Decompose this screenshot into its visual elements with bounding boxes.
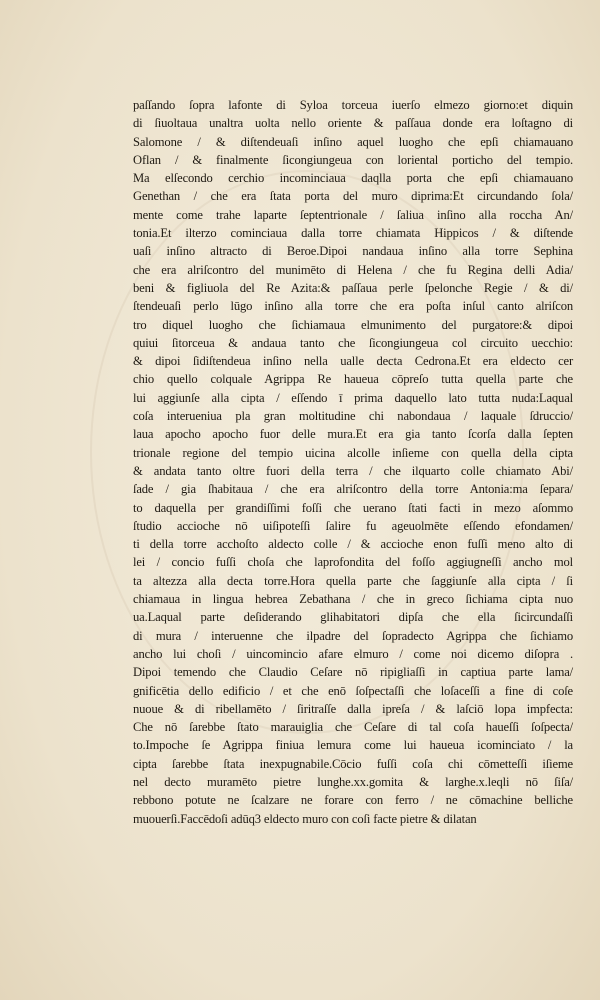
text-line: Oflan / & finalmente ſicongiungeua con loriental porticho del tempio.	[133, 152, 573, 167]
text-line: trionale regione del tempio uicina alcolle inſieme con quella della cipta	[133, 445, 573, 460]
text-line: cipta ſarebbe ſtata inexpugnabile.Cōcio fuſſi coſa chi cōmetteſſi iſieme	[133, 756, 573, 771]
text-line: lui aggiunſe alla cipta / eſſendo ī prima daquello lato tutta nuda:Laqual	[133, 390, 573, 405]
text-line: di mura / interuenne che ilpadre del ſopradecto Agrippa che ſichiamo	[133, 628, 573, 643]
text-line: ta altezza alla decta torre.Hora quella parte che ſaggiunſe alla cipta / ſi	[133, 573, 573, 588]
text-line: laua apocho apocho fuor delle mura.Et era gia tanto ſcorſa dalla ſepten	[133, 427, 573, 442]
text-line: tro diquel luogho che ſichiamaua elmunimento del purgatore:& dipoi	[133, 317, 573, 332]
text-line: chio quello colquale Agrippa Re haueua cōpreſo tutta quella parte che	[133, 372, 573, 387]
text-line: lei / concio fuſſi choſa che laprofondita del foſſo aggiugneſſi ancho mol	[133, 555, 573, 570]
text-line: ſade / gia ſhabitaua / che era alriſcontro della torre Antonia:ma ſepara/	[133, 482, 573, 497]
text-line: rebbono potute ne ſcalzare ne forare con ferro / ne cōmachine belliche	[133, 793, 573, 808]
text-line: Dipoi temendo che Claudio Ceſare nō ripigliaſſi in captiua parte lama/	[133, 665, 573, 680]
text-line: ti della torre acchoſto aldecto colle / & accioche enon fuſſi meno alto di	[133, 537, 573, 552]
text-line: Genethan / che era ſtata porta del muro diprima:Et circundando ſola/	[133, 189, 573, 204]
text-line: nuoue & di ribellamēto / ſiritraſſe dalla ipreſa / & laſciō lopa impfecta:	[133, 701, 573, 716]
text-line: mente come trahe laparte ſeptentrionale / ſaliua inſino alla roccha An/	[133, 207, 573, 222]
text-line: ua.Laqual parte deſiderando glihabitatori dipſa che ella ſicircundaſſi	[133, 610, 573, 625]
text-line: beni & figliuola del Re Azita:& paſſaua perle ſpelonche Regie / & di/	[133, 280, 573, 295]
text-line: gnificētia dello edificio / et che enō ſoſpectaſſi che loſaceſſi a fine di coſe	[133, 683, 573, 698]
text-line: Che nō ſarebbe ſtato marauiglia che Ceſare di tal coſa haueſſi ſoſpecta/	[133, 720, 573, 735]
text-line: di ſiuoltaua unaltra uolta nello oriente & paſſaua donde era loſtagno di	[133, 116, 573, 131]
text-line: Salomone / & diſtendeuaſi inſino aquel luogho che epſi chiamauano	[133, 134, 573, 149]
text-line: ſtudio accioche nō uiſipoteſſi ſalire fu ageuolmēte eſſendo efondamen/	[133, 518, 573, 533]
text-line: Ma elſecondo cerchio incominciaua daqlla porta che epſi chiamauano	[133, 171, 573, 186]
text-line: uaſi inſino altracto di Beroe.Dipoi nandaua inſino alla torre Sephina	[133, 244, 573, 259]
text-line: coſa interueniua pla gran moltitudine chi nabondaua / laquale ſdruccio/	[133, 409, 573, 424]
text-line: tonia.Et ilterzo cominciaua dalla torre chiamata Hippicos / & diſtende	[133, 226, 573, 241]
text-line: ancho lui choſi / uincomincio afare elmuro / come noi dicemo diſopra .	[133, 646, 573, 661]
text-line: che era alriſcontro del munimēto di Helena / che fu Regina delli Adia/	[133, 262, 573, 277]
text-column	[133, 96, 573, 828]
text-line: chiamaua in lingua hebrea Zebathana / che in greco ſichiama cipta nuo	[133, 592, 573, 607]
text-line: to daquella per grandiſſimi foſſi che uerano ſtati facti in mezo aſommo	[133, 500, 573, 515]
text-line: to.Impoche ſe Agrippa finiua lemura come lui haueua icominciato / la	[133, 738, 573, 753]
text-line: paſſando ſopra lafonte di Syloa torceua iuerſo elmezo giorno:et diquin	[133, 98, 573, 112]
text-line: nel decto muramēto pietre lunghe.xx.gomita & larghe.x.leqli nō ſiſa/	[133, 774, 573, 789]
text-line: muouerſi.Faccēdoſi adūq3 eldecto muro con coſi facte pietre & dilatan	[133, 811, 477, 826]
text-line: & dipoi ſidiſtendeua inſino nella ualle decta Cedrona.Et era eldecto cer	[133, 354, 573, 369]
text-line: & andata tanto oltre fuori della terra / che ilquarto colle chiamato Abi/	[133, 463, 573, 478]
text-line: quiui ſitorceua & andaua tanto che ſicongiungeua col circuito uecchio:	[133, 335, 573, 350]
text-line: ſtendeuaſi perlo lūgo inſino alla torre che era poſta inſul canto alriſcon	[133, 299, 573, 314]
